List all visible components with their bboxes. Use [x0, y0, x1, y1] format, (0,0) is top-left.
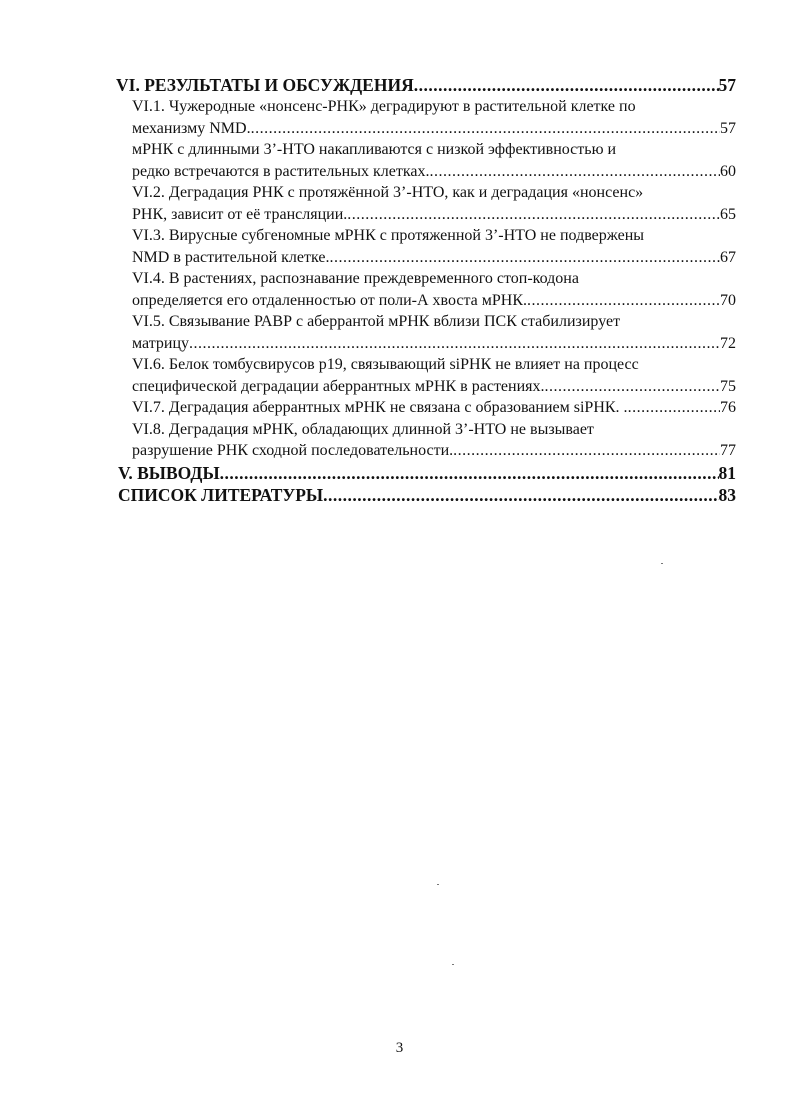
- toc-entry-title-line2: определяется его отдаленностью от поли-А хвоста мРНК.: [132, 291, 528, 309]
- toc-entry-vi-3[interactable]: [118, 225, 736, 268]
- toc-entry-title-line2: механизму NMD.: [132, 119, 251, 137]
- toc-leader-dots: [628, 397, 720, 419]
- toc-leader-dots: [429, 161, 720, 183]
- toc-entry-title-line1: VI.2. Деградация РНК с протяжённой 3’-НТО, как и деградация «нонсенс»: [132, 184, 644, 201]
- toc-entry-vi-8[interactable]: [118, 419, 736, 462]
- toc-leader-dots: [414, 74, 719, 96]
- toc-page-number: 57: [718, 75, 736, 95]
- toc-entry-title-line1: VI.6. Белок томбусвирусов р19, связывающий siРНК не влияет на процесс: [132, 356, 639, 373]
- toc-entry-title-line2: матрицу: [132, 334, 190, 352]
- toc-chapter-vi[interactable]: [116, 74, 736, 96]
- toc-entry-vi-4[interactable]: [118, 268, 736, 311]
- toc-entry-title-line1: VI.3. Вирусные субгеномные мРНК с протяженной 3’-НТО не подвержены: [132, 227, 645, 244]
- toc-entry-title-line2: РНК, зависит от её трансляции.: [132, 205, 348, 223]
- scan-speck: [661, 563, 663, 564]
- toc-entry-vi-6[interactable]: [118, 354, 736, 397]
- toc-entry-title: V. ВЫВОДЫ: [118, 462, 220, 483]
- toc-conclusions[interactable]: [118, 462, 736, 484]
- toc-leader-dots: [527, 290, 720, 312]
- toc-page-number: 67: [720, 248, 736, 266]
- toc-page-number: 76: [720, 399, 736, 416]
- toc-page-number: 75: [720, 377, 736, 395]
- toc-page-number: 72: [720, 334, 736, 352]
- toc-page-number: 57: [720, 119, 736, 137]
- toc-entry-vi-5[interactable]: [118, 311, 736, 354]
- toc-leader-dots: [453, 440, 720, 462]
- toc-leader-dots: [189, 333, 720, 355]
- toc-entry-title-line1: VI.1. Чужеродные «нонсенс-РНК» деградируют в растительной клетке по: [132, 98, 636, 115]
- toc-entry-title-line1: мРНК с длинными 3’-НТО накапливаются с низкой эффективностью и: [132, 141, 617, 158]
- toc-entry-title: VI. РЕЗУЛЬТАТЫ И ОБСУЖДЕНИЯ: [116, 75, 414, 95]
- toc-entry-title: СПИСОК ЛИТЕРАТУРЫ: [118, 484, 324, 505]
- toc-leader-dots: [220, 462, 719, 484]
- toc-entry-title-line2: специфической деградации аберрантных мРНК в растениях.: [132, 377, 545, 395]
- table-of-contents: [118, 74, 736, 506]
- toc-leader-dots: [545, 376, 720, 398]
- toc-leader-dots: [251, 118, 720, 140]
- toc-leader-dots: [323, 484, 718, 506]
- scan-speck: [437, 884, 439, 885]
- toc-entry-title-line2: редко встречаются в растительных клетках.: [132, 162, 430, 180]
- toc-entry-title-line2: NMD в растительной клетке.: [132, 248, 330, 266]
- toc-page-number: 83: [718, 484, 736, 505]
- toc-entry-title-line2: разрушение РНК сходной последовательности.: [132, 442, 454, 459]
- toc-entry-vi-7[interactable]: [118, 397, 736, 419]
- toc-leader-dots: [347, 204, 720, 226]
- page-number: 3: [395, 1040, 404, 1056]
- toc-page-number: 81: [718, 462, 736, 483]
- toc-page-number: 65: [720, 205, 736, 223]
- toc-page-number: 77: [720, 442, 736, 459]
- toc-page-number: 60: [720, 162, 736, 180]
- toc-leader-dots: [329, 247, 720, 269]
- toc-entry-title-line1: VI.4. В растениях, распознавание преждевременного стоп-кодона: [132, 270, 579, 287]
- toc-page-number: 70: [720, 291, 736, 309]
- toc-entry-title-line1: VI.8. Деградация мРНК, обладающих длинной 3’-НТО не вызывает: [132, 420, 594, 438]
- toc-entry-vi-1[interactable]: [118, 96, 736, 139]
- toc-entry-title-line1: VI.5. Связывание РАВР с аберрантой мРНК вблизи ПСК стабилизирует: [132, 313, 621, 330]
- toc-entry-long-3utr[interactable]: [118, 139, 736, 182]
- scan-speck: [452, 964, 454, 965]
- toc-references[interactable]: [118, 484, 736, 506]
- toc-entry-vi-2[interactable]: [118, 182, 736, 225]
- toc-entry-title: VI.7. Деградация аберрантных мРНК не связана с образованием siРНК. .: [132, 399, 628, 416]
